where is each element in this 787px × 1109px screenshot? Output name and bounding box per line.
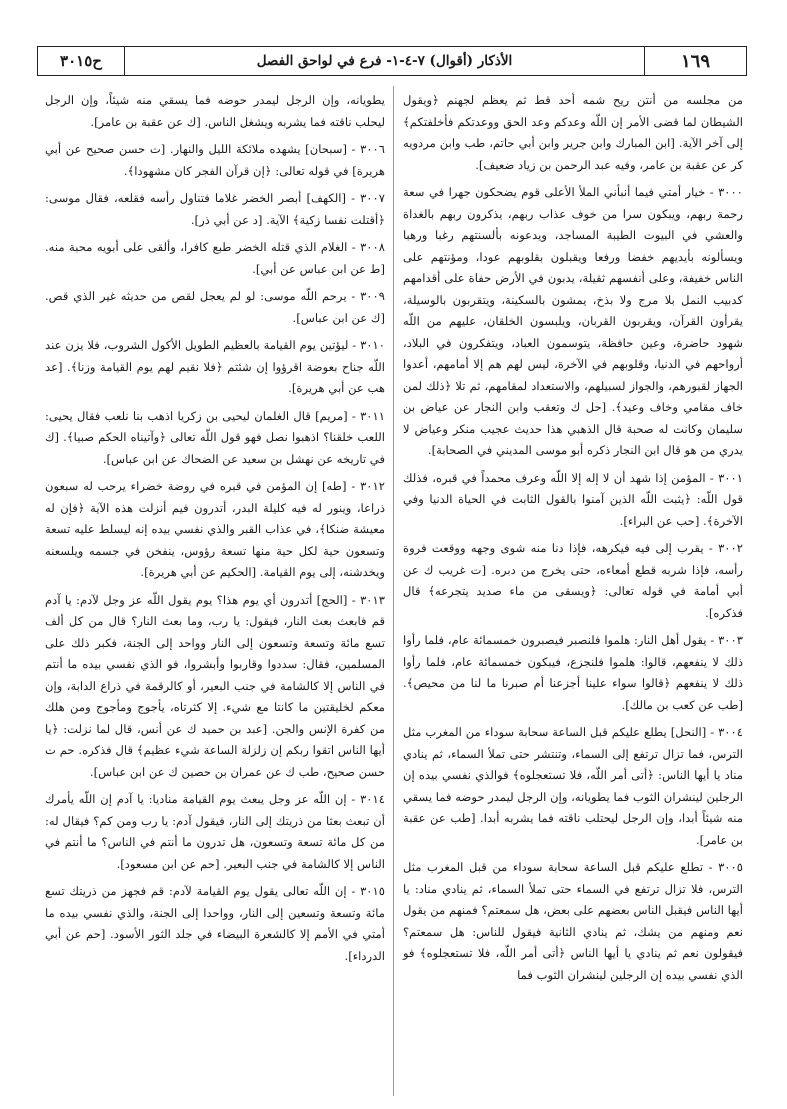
column-divider	[393, 86, 394, 1096]
hadith-3010: ٣٠١٠ - ليؤتين يوم القيامة بالعظيم الطويل الأكول الشروب، فلا يزن عند اللّه جناح بعوضة اقرؤوا إن شئتم ﴿فلا نقيم لهم يوم القيامة وزنا﴾. [عد هب عن أبي هريرة].	[45, 338, 385, 395]
hadith-3001: ٣٠٠١ - المؤمن إذا شهد أن لا إله إلا اللّه وعرف محمداً في قبره، فذلك قول اللّه: ﴿يثبت اللّه الذين آمنوا بالقول الثابت في الحياة الدنيا وفي الآخرة﴾. [حب عن البراء].	[403, 470, 743, 528]
hadith-3003: ٣٠٠٣ - يقول أهل النار: هلموا فلنصبر فيصبرون خمسمائة عام، فلما رأوا ذلك لا ينفعهم، قالوا: هلموا فلنجزع، فيبكون خمسمائة عام، فلما رأوا ذلك لا ينفعهم ﴿قالوا سواء علينا أجزعنا أم صبرنا ما لنا من محيص﴾. [طب عن كعب بن مالك].	[403, 633, 743, 712]
running-header	[37, 46, 747, 76]
right-column	[403, 90, 743, 992]
hadith-3012: ٣٠١٢ - [طه] إن المؤمن في قبره في روضة خضراء يرحب له سبعون ذراعا، وينور له فيه كليلة البدر، أتدرون فيم أنزلت هذه الآية ﴿فإن له معيشة ضنكا﴾، في عذاب القبر والذي نفسي بيده إنه ليسلط عليه تسعة وتسعون حية لكل حية منها تسعة رؤوس، ينفخن في جسمه ويلسعنه ويخدشنه، إلى يوم القيامة. [الحكيم عن أبي هريرة].	[45, 479, 385, 579]
hadith-3004: ٣٠٠٤ - [النحل] يطلع عليكم قبل الساعة سحابة سوداء من المغرب مثل الترس، فما تزال ترتفع إلى السماء، وتنتشر حتى تملأ السماء، ثم ينادي مناد يا أيها الناس: ﴿أتى أمر اللّه، فلا تستعجلوه﴾ فوالذي نفسي بيده إن الرجلين لينشران الثوب فما يطويانه، وإن الرجل ليمدر حوضه فما يسقي منه شيئاً أبدا، وإن الرجل ليحتلب ناقته فما يشربه أبدا. [طب عن عقبة بن عامر].	[403, 725, 743, 847]
left-column	[45, 90, 385, 973]
hadith-3015: ٣٠١٥ - إن اللّه تعالى يقول يوم القيامة لآدم: قم فجهز من ذريتك تسع مائة وتسعة وتسعين إلى النار، وواحدا إلى الجنة، والذي نفسي بيده ما أمتي في الأمم إلا كالشعرة البيضاء في جلد الثور الأسود. [حم عن أبي الدرداء].	[45, 884, 385, 963]
hadith-3000: ٣٠٠٠ - خيار أمتي فيما أنبأني الملأ الأعلى قوم يضحكون جهرا في سعة رحمة ربهم، ويبكون سرا من خوف عذاب ربهم، يذكرون ربهم بالغداة والعشي في البيوت الطيبة المساجد، ويدعونه بألسنتهم رغبا ورهبا ويسألونه بأيديهم خفضا ورفعا ويقبلون بقلوبهم عودا، ومؤنتهم على الناس خفيفة، وعلى أنفسهم ثقيلة، يدبون في الأرض حفاة على أقدامهم كدبيب النمل بلا مرج ولا بذخ، يمشون بالسكينة، ويتقربون بالوسيلة، يقرأون القرآن، ويقربون القربان، ويلبسون الخلقان، عليهم من اللّه شهود حاضرة، وعين حافظة، يتوسمون العباد، ويتفكرون في البلاد، أرواحهم في الدنيا، وقلوبهم في الآخرة، ليس لهم هم إلا أمامهم، أعدوا الجهاز لقبورهم، والجواز لسبيلهم، والاستعداد لمقامهم، ثم تلا ﴿ذلك لمن خاف مقامي وخاف وعيد﴾. [حل ك وتعقب وابن النجار عن عياض بن سليمان وكانت له صحبة قال الذهبي هذا حديث عجيب منكر وعياض لا يدري من هو قال ابن النجار ذكره أبو موسى المديني في الصحابة].	[403, 185, 743, 457]
hadith-3002: ٣٠٠٢ - يقرب إلى فيه فيكرهه، فإذا دنا منه شوى وجهه ووقعت فروة رأسه، فإذا شربه قطع أمعاءه، حتى يخرج من دبره. [ت غريب ك عن أبي أمامة في قوله تعالى: ﴿ويسقى من ماء صديد يتجرعه﴾ قال فذكره].	[403, 541, 743, 620]
hadith-3008: ٣٠٠٨ - الغلام الذي قتله الخضر طبع كافرا، وألقى على أبويه محبة منه. [ط عن ابن عباس عن أبي].	[45, 240, 385, 276]
page-number: ١٦٩	[644, 47, 746, 75]
continuation-paragraph: يطويانه، وإن الرجل ليمدر حوضه فما يسقي منه شيئاً، وإن الرجل ليحلب ناقته فما يشربه ويشغل الناس. [ك عن عقبة بن عامر].	[45, 93, 385, 129]
section-title: الأذكار (أقوال) ٧-٤-١- فرع في لواحق الفصل	[124, 47, 644, 75]
hadith-3014: ٣٠١٤ - إن اللّه عز وجل يبعث يوم القيامة مناديا: يا آدم إن اللّه يأمرك أن تبعث بعثا من ذريتك إلى النار، فيقول آدم: يا رب ومن كم؟ فيقال له: من كل مائة تسعة وتسعون، هل تدرون ما أنتم في الناس؟ ما أنتم في الناس إلا كالشامة في جنب البعير. [حم عن ابن مسعود].	[45, 792, 385, 871]
hadith-3006: ٣٠٠٦ - [سبحان] يشهده ملائكة الليل والنهار. [ت حسن صحيح عن أبي هريرة] في قوله تعالى: ﴿إن قرآن الفجر كان مشهودا﴾.	[45, 142, 385, 178]
hadith-3013: ٣٠١٣ - [الحج] أتدرون أي يوم هذا؟ يوم يقول اللّه عز وجل لآدم: يا آدم قم فابعث بعث النار، فيقول: يا رب، وما بعث النار؟ قال من كل ألف تسع مائة وتسعة وتسعون إلى النار وواحد إلى الجنة، فكبر ذلك على المسلمين، فقال: سددوا وقاربوا وأبشروا، فو الذي نفسي بيده ما أنتم في الناس إلا كالشامة في جنب البعير، أو كالرقمة في ذراع الدابة، وإن معكم لخليقتين ما كانتا مع شيء. إلا كثرتاه، يأجوج ومأجوج ومن هلك من كفرة الإنس والجن. [عبد بن حميد ك عن أنس، قال لما نزلت: ﴿يا أيها الناس اتقوا ربكم إن زلزلة الساعة شيء عظيم﴾ قال فذكره. حم ت حسن صحيح، طب ك عن عمران بن حصين ك عن ابن عباس].	[45, 592, 385, 779]
hadith-3005: ٣٠٠٥ - تطلع عليكم قبل الساعة سحابة سوداء من قبل المغرب مثل الترس، فلا تزال ترتفع في السماء حتى تملأ السماء، ثم ينادي مناد: يا أيها الناس فيقبل الناس بعضهم على بعض، هل سمعتم؟ فمنهم من يقول نعم ومنهم من يشك، ثم ينادي الثانية فيقول للناس: هل سمعتم؟ فيقولون نعم ثم ينادي يا أيها الناس ﴿أتى أمر اللّه، فلا تستعجلوه﴾ فو الذي نفسي بيده إن الرجلين لينشران الثوب فما	[403, 860, 743, 982]
hadith-3009: ٣٠٠٩ - يرحم اللّه موسى: لو لم يعجل لقص من حديثه غير الذي قص. [ك عن ابن عباس].	[45, 289, 385, 325]
continuation-paragraph: من مجلسه من أنتن ريح شمه أحد قط ثم يعظم لجهنم ﴿ويقول الشيطان لما قضى الأمر إن اللّه وعدكم وعد الحق ووعدتكم فأخلفتكم﴾ إلى آخر الآية. [ابن المبارك وابن جرير وابن أبي حاتم، طب وابن مردويه كر عن عقبة بن عامر، وفيه عبد الرحمن بن زياد ضعيف].	[403, 93, 743, 172]
hadith-3011: ٣٠١١ - [مريم] قال الغلمان ليحيى بن زكريا اذهب بنا نلعب فقال يحيى: اللعب خلقنا؟ اذهبوا نصل فهو قول اللّه تعالى ﴿وآتيناه الحكم صبيا﴾. [ك في تاريخه عن نهشل بن سعيد عن الضحاك عن ابن عباس].	[45, 408, 385, 466]
hadith-range-code: ح٣٠١٥	[60, 52, 102, 70]
hadith-3007: ٣٠٠٧ - [الكهف] أبصر الخضر غلاما فتناول رأسه فقلعه، فقال موسى: ﴿أقتلت نفسا زكية﴾ الآية. [د عن أبي ذر].	[45, 191, 385, 227]
